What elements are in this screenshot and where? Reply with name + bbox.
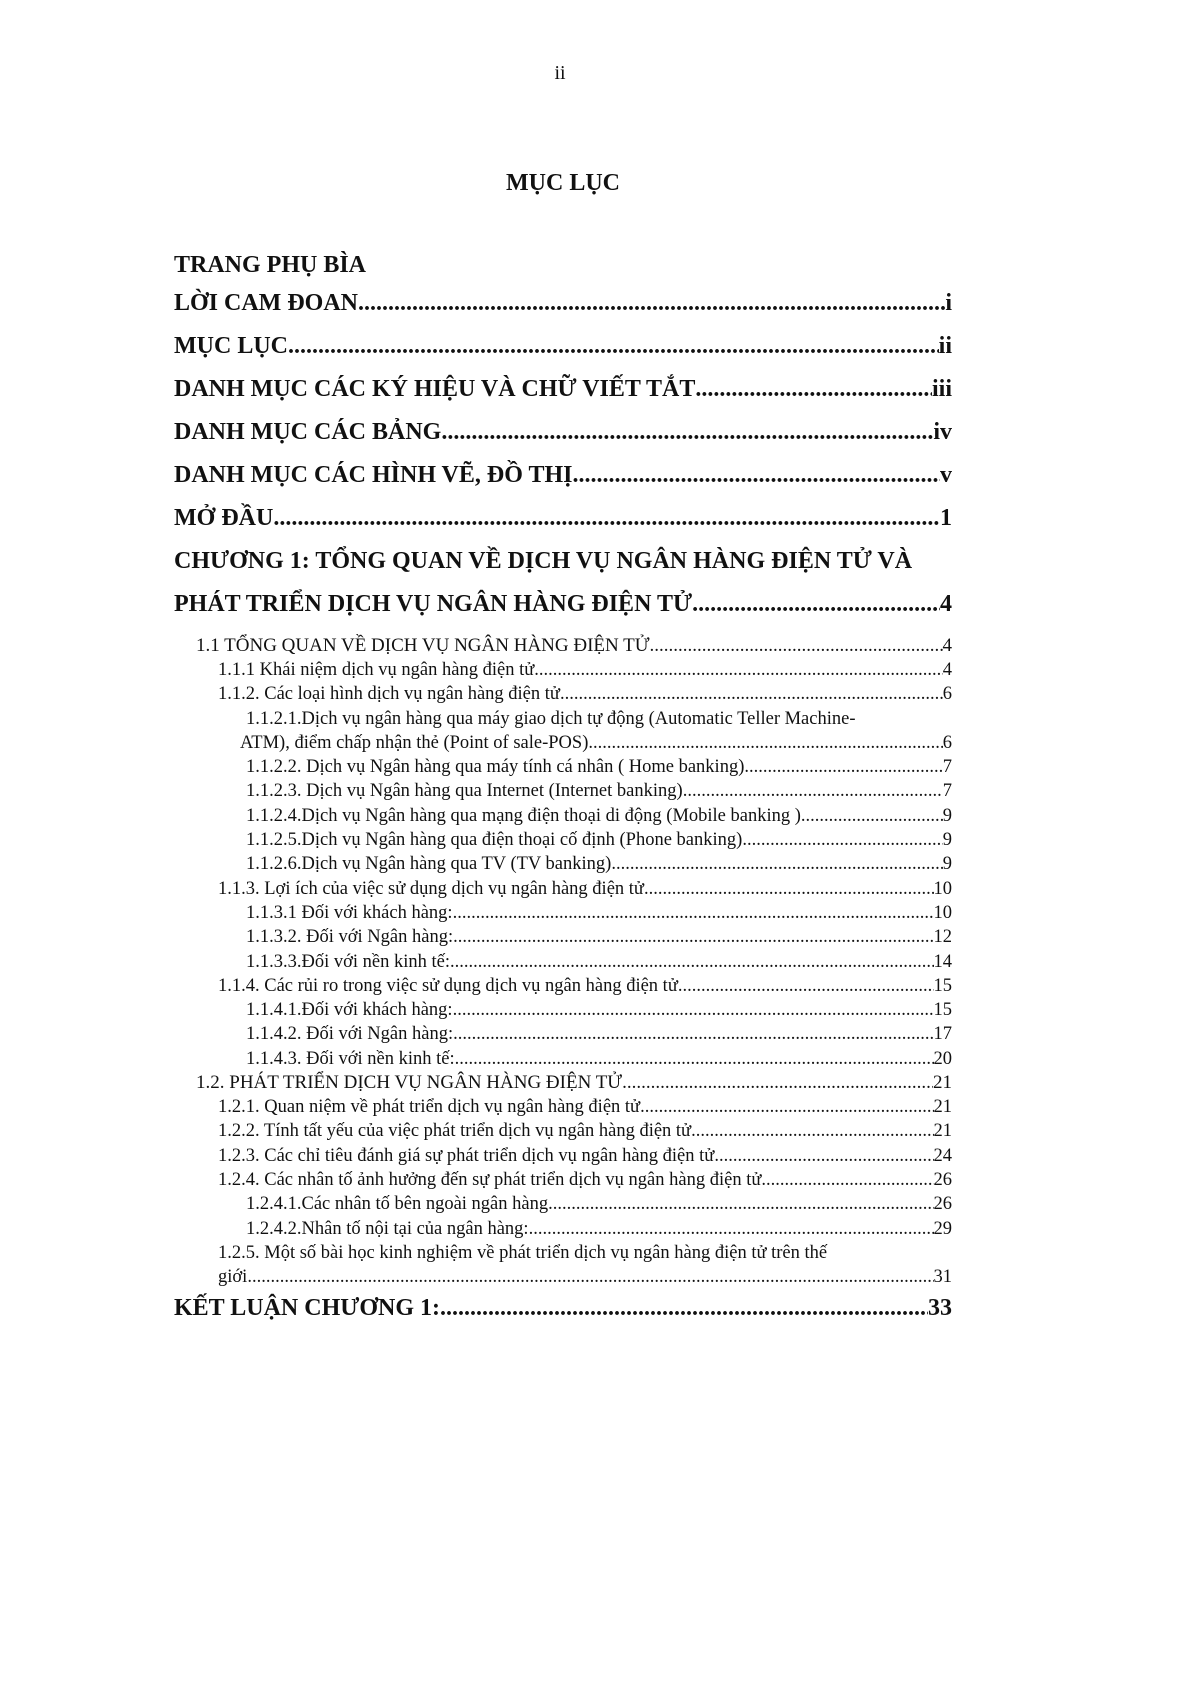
toc-entry-page: 33 — [928, 1295, 952, 1322]
dot-leader — [678, 974, 934, 998]
toc-entry-chapter1-line1[interactable] — [174, 540, 952, 583]
toc-entry[interactable] — [174, 634, 952, 658]
toc-entry[interactable] — [174, 1192, 952, 1216]
toc-entry-label: 1.2.4.2.Nhân tố nội tại của ngân hàng: — [246, 1218, 529, 1239]
toc-entry-page: 21 — [933, 1121, 952, 1142]
dot-leader — [453, 901, 934, 925]
toc-entry[interactable] — [174, 1119, 952, 1143]
toc-entry-wrapped-line1[interactable]: 1.1.2.1.Dịch vụ ngân hàng qua máy giao dịch tự động (Automatic Teller Machine- — [246, 708, 856, 729]
toc-entry-page: 9 — [942, 805, 952, 826]
toc-title: MỤC LỤC — [506, 170, 620, 196]
toc-entry-page: 17 — [933, 1024, 952, 1045]
dot-leader — [742, 828, 942, 852]
toc-entry[interactable] — [174, 804, 952, 828]
toc-entry[interactable] — [174, 1095, 952, 1119]
toc-entry-label: KẾT LUẬN CHƯƠNG 1: — [174, 1295, 441, 1322]
toc-entry-label: ATM), điểm chấp nhận thẻ (Point of sale-POS) — [240, 732, 589, 753]
toc-entry-page: 4 — [942, 635, 952, 656]
toc-entry-label: giới — [218, 1267, 248, 1288]
toc-entry-page: ii — [938, 333, 952, 359]
dot-leader — [453, 1022, 933, 1046]
toc-entry-label: 1.1.4.3. Đối với nền kinh tế: — [246, 1048, 455, 1069]
toc-entry-label: 1.2.4.1.Các nhân tố bên ngoài ngân hàng — [246, 1194, 549, 1215]
toc-entry[interactable] — [174, 1217, 952, 1241]
table-of-contents — [174, 248, 952, 1325]
toc-entry-page: 10 — [933, 878, 952, 899]
dot-leader — [801, 804, 943, 828]
toc-entry-label: TRANG PHỤ BÌA — [174, 252, 367, 278]
toc-entry-page: 7 — [942, 781, 952, 802]
toc-entry-label: DANH MỤC CÁC BẢNG — [174, 419, 442, 445]
toc-entry-label: 1.1.2. Các loại hình dịch vụ ngân hàng điện tử — [218, 684, 560, 705]
toc-entry-label: 1.1.2.5.Dịch vụ Ngân hàng qua điện thoại cố định (Phone banking) — [246, 830, 743, 851]
dot-leader — [761, 1168, 933, 1192]
toc-entry-page: iii — [931, 376, 952, 402]
toc-entry-page: 21 — [933, 1072, 952, 1094]
toc-entry-label: 1.1.3. Lợi ích của việc sử dụng dịch vụ ngân hàng điện tử — [218, 878, 644, 899]
toc-entry-cover[interactable] — [174, 248, 952, 282]
toc-entry-page: 15 — [933, 975, 952, 996]
dot-leader — [572, 454, 940, 497]
toc-entry-tables[interactable] — [174, 411, 952, 454]
toc-entry-page: 15 — [933, 1000, 952, 1021]
toc-entry[interactable] — [174, 901, 952, 925]
toc-entry-label: 1.1.4.1.Đối với khách hàng: — [246, 1000, 453, 1021]
toc-entry-label: 1.1.3.3.Đối với nền kinh tế: — [246, 951, 451, 972]
toc-entry-page: 21 — [933, 1097, 952, 1118]
toc-entry-page: 26 — [933, 1194, 952, 1215]
toc-entry-page: 9 — [942, 854, 952, 875]
toc-entry-label: PHÁT TRIỂN DỊCH VỤ NGÂN HÀNG ĐIỆN TỬ — [174, 591, 693, 617]
toc-entry-abbreviations[interactable] — [174, 368, 952, 411]
toc-entry[interactable] — [174, 1144, 952, 1168]
page-number: ii — [554, 62, 566, 84]
toc-entry-page: 29 — [933, 1218, 952, 1239]
toc-entry-contents[interactable] — [174, 325, 952, 368]
dot-leader — [450, 950, 933, 974]
toc-entry[interactable] — [174, 682, 952, 706]
toc-entry[interactable] — [174, 974, 952, 998]
toc-entry-wrapped-line1[interactable]: 1.2.5. Một số bài học kinh nghiệm về phát triển dịch vụ ngân hàng điện tử trên thế — [218, 1242, 828, 1263]
dot-leader — [453, 998, 934, 1022]
toc-entry-page: 6 — [942, 684, 952, 705]
dot-leader — [273, 497, 940, 540]
toc-entry-label: 1.1.2.2. Dịch vụ Ngân hàng qua máy tính cá nhân ( Home banking) — [246, 757, 745, 778]
toc-entry-label: 1.1.2.6.Dịch vụ Ngân hàng qua TV (TV banking) — [246, 854, 612, 875]
toc-entry-label: 1.2.3. Các chỉ tiêu đánh giá sự phát triển dịch vụ ngân hàng điện tử — [218, 1145, 715, 1166]
dot-leader — [288, 325, 939, 368]
toc-entry-page: 31 — [933, 1267, 952, 1288]
toc-entry-label: 1.1.1 Khái niệm dịch vụ ngân hàng điện tử — [218, 660, 535, 680]
dot-leader — [247, 1265, 933, 1289]
toc-entry-label: 1.1.2.3. Dịch vụ Ngân hàng qua Internet (Internet banking) — [246, 781, 683, 802]
toc-entry[interactable] — [174, 950, 952, 974]
toc-entry[interactable] — [174, 1168, 952, 1192]
dot-leader — [640, 1095, 933, 1119]
toc-entry[interactable] — [174, 779, 952, 803]
toc-entry-label: MỞ ĐẦU — [174, 505, 274, 531]
toc-entry[interactable] — [174, 1265, 952, 1289]
dot-leader — [695, 368, 932, 411]
dot-leader — [529, 1217, 934, 1241]
toc-entry-page: i — [945, 290, 952, 316]
toc-entry-label: 1.1 TỔNG QUAN VỀ DỊCH VỤ NGÂN HÀNG ĐIỆN TỬ — [196, 635, 650, 656]
toc-entry-label: 1.1.3.2. Đối với Ngân hàng: — [246, 927, 454, 948]
toc-entry[interactable] — [174, 1071, 952, 1095]
dot-leader — [588, 731, 942, 755]
toc-entry-page: 9 — [942, 830, 952, 851]
toc-entry-label: LỜI CAM ĐOAN — [174, 290, 358, 316]
dot-leader — [611, 852, 942, 876]
toc-entry[interactable] — [174, 877, 952, 901]
toc-entry-label: 1.1.4. Các rủi ro trong việc sử dụng dịch vụ ngân hàng điện tử — [218, 975, 678, 996]
dot-leader — [714, 1144, 933, 1168]
toc-entry-label: 1.1.2.4.Dịch vụ Ngân hàng qua mạng điện thoại di động (Mobile banking ) — [246, 805, 801, 826]
toc-entry-label: MỤC LỤC — [174, 333, 288, 359]
dot-leader — [692, 583, 940, 626]
toc-entry[interactable] — [174, 998, 952, 1022]
toc-entry-label: 1.1.3.1 Đối với khách hàng: — [246, 902, 453, 923]
toc-entry[interactable] — [174, 658, 952, 682]
dot-leader — [534, 658, 943, 682]
toc-entry-page: 6 — [942, 732, 952, 753]
toc-entry[interactable] — [174, 755, 952, 779]
dot-leader — [622, 1071, 933, 1095]
dot-leader — [440, 1291, 928, 1325]
dot-leader — [560, 682, 943, 706]
toc-entry-chapter1-line2[interactable] — [174, 583, 952, 626]
toc-entry-page: 20 — [933, 1048, 952, 1069]
toc-entry-page: 26 — [933, 1169, 952, 1190]
toc-entry-label: 1.2.1. Quan niệm về phát triển dịch vụ ngân hàng điện tử — [218, 1097, 641, 1118]
toc-entry-page: 4 — [940, 591, 952, 617]
toc-entry-page: 14 — [933, 951, 952, 972]
toc-entry[interactable] — [174, 925, 952, 949]
toc-entry-chapter1-conclusion[interactable] — [174, 1291, 952, 1325]
toc-entry-label: 1.1.4.2. Đối với Ngân hàng: — [246, 1024, 454, 1045]
toc-entry-page: 4 — [942, 660, 952, 680]
toc-entry-label: 1.2.4. Các nhân tố ảnh hưởng đến sự phát triển dịch vụ ngân hàng điện tử — [218, 1169, 762, 1190]
toc-entry-figures[interactable] — [174, 454, 952, 497]
toc-entry-declaration[interactable] — [174, 282, 952, 325]
toc-entry-label: 1.2. PHÁT TRIỂN DỊCH VỤ NGÂN HÀNG ĐIỆN TỬ — [196, 1072, 623, 1094]
dot-leader — [691, 1119, 933, 1143]
toc-entry-page: 24 — [933, 1145, 952, 1166]
toc-entry-introduction[interactable] — [174, 497, 952, 540]
toc-entry-page: 12 — [933, 927, 952, 948]
dot-leader — [455, 1047, 934, 1071]
toc-entry-page: 1 — [940, 505, 952, 531]
dot-leader — [644, 877, 934, 901]
toc-entry-label: DANH MỤC CÁC KÝ HIỆU VÀ CHỮ VIẾT TẮT — [174, 376, 696, 402]
dot-leader — [453, 925, 933, 949]
toc-entry-page: v — [940, 462, 952, 488]
dot-leader — [358, 282, 945, 325]
toc-entry-page: iv — [933, 419, 952, 445]
dot-leader — [744, 755, 942, 779]
toc-entry-page: 10 — [933, 902, 952, 923]
toc-entry[interactable] — [174, 1047, 952, 1071]
dot-leader — [650, 634, 943, 658]
toc-entry-label: 1.2.2. Tính tất yếu của việc phát triển dịch vụ ngân hàng điện tử — [218, 1121, 692, 1142]
dot-leader — [683, 779, 943, 803]
toc-entry[interactable] — [174, 731, 952, 755]
toc-entry-label: CHƯƠNG 1: TỔNG QUAN VỀ DỊCH VỤ NGÂN HÀNG ĐIỆN TỬ VÀ — [174, 548, 913, 574]
toc-entry[interactable] — [174, 852, 952, 876]
dot-leader — [548, 1192, 933, 1216]
toc-entry[interactable] — [174, 828, 952, 852]
toc-entry-page: 7 — [942, 757, 952, 778]
toc-entry-label: DANH MỤC CÁC HÌNH VẼ, ĐỒ THỊ — [174, 462, 573, 488]
dot-leader — [441, 411, 933, 454]
toc-entry[interactable] — [174, 1022, 952, 1046]
